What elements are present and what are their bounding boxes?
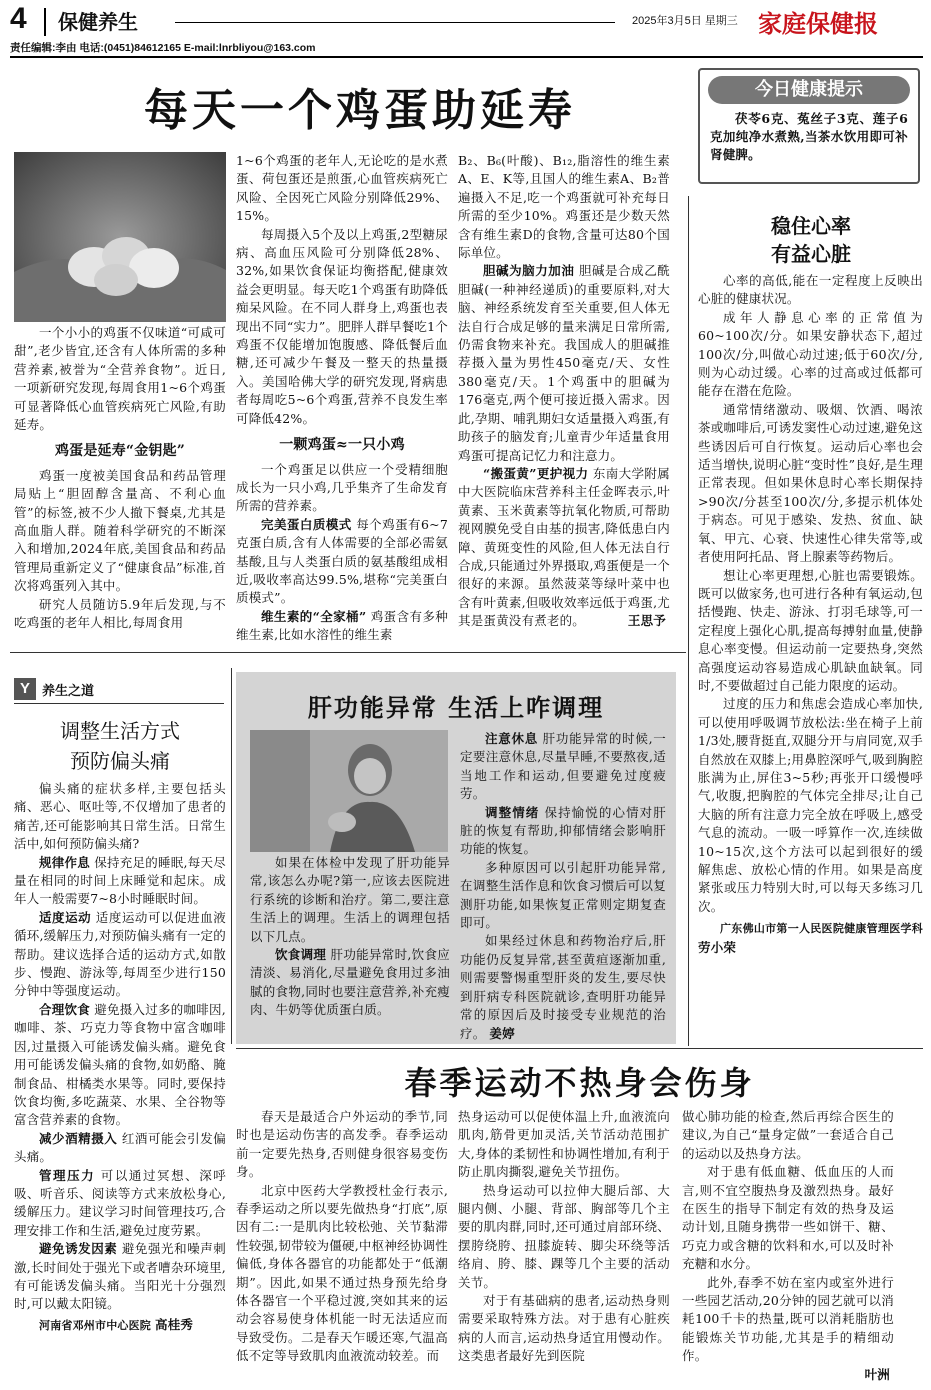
heart-byline <box>698 920 923 958</box>
heart-title-line2: 有益心脏 <box>771 242 851 266</box>
migraine-inline-head: 规律作息 <box>39 854 91 870</box>
migraine-paragraph <box>14 1240 226 1314</box>
migraine-inline-head: 合理饮食 <box>39 1001 91 1017</box>
liver-text: 如果经过休息和药物治疗后,肝功能仍反复异常,甚至黄疸逐渐加重,则需要警惕重型肝炎的发生,要尽快到肝病专科医院就诊,查明肝功能异常的原因后及时接受专业规范的治疗。 <box>460 933 666 1041</box>
migraine-inline-head: 适度运动 <box>39 909 92 925</box>
column-badge <box>14 678 94 700</box>
spring-paragraph: 热身运动可以拉伸大腿后部、大腿内侧、小腿、背部、胸部等几个主要的肌肉群,同时,还可通过肩部环绕、摆胯绕胯、扭膝旋转、脚尖环绕等活络肩、胯、膝、踝等几个主要的活动关节。 <box>458 1182 670 1290</box>
heart-paragraph: 过度的压力和焦虑会造成心率加快,可以使用呼吸调节放松法:坐在椅子上前1/3处,腰背挺直,双腿分开与肩同宽,双手自然放在双膝上;用鼻腔深呼气,吸到胸腔胀满为止,屏住3~5秒;再张开口缓慢呼气,收腹,把胸腔的气体完全排尽;让自己大脑的所有注意力完全放在呼吸上,感受气息的流动。一吸一呼算作一次,连续做10~15次,这个方法可以起到很好的缓解焦虑、放松心情的作用。如果是高度紧张或压力特别大时,可以每天多练习几次。 <box>698 696 923 914</box>
section-name: 保健养生 <box>58 12 138 34</box>
liver-paragraph <box>460 730 666 804</box>
liver-text: 肝功能异常的时候,一定要注意休息,尽量早睡,不要熬夜,适当地工作和运动,但要避免过度疲劳。 <box>460 731 666 802</box>
heart-title-line1: 稳住心率 <box>771 214 851 238</box>
heart-affiliation: 广东佛山市第一人民医院健康管理医学科 <box>720 922 923 936</box>
liver-title: 肝功能异常 生活上咋调理 <box>307 693 605 722</box>
tip-title: 今日健康提示 <box>708 76 910 104</box>
liver-photo <box>250 730 448 852</box>
heart-paragraph: 想让心率更理想,心脏也需要锻炼。既可以做家务,也可进行各种有氧运动,包括慢跑、快走、游泳、打羽毛球等,可一定程度上强化心肌,提高每搏射血量,使静息心率变慢。但运动前一定要热身,突然高强度运动容易造成心肌缺血缺氧。同时,不要做超过自己能力限度的运动。 <box>698 567 923 693</box>
spring-col2 <box>458 1108 670 1366</box>
date: 2025年3月5日 <box>632 15 702 27</box>
egg-paragraph <box>236 608 448 645</box>
spring-paragraph: 此外,春季不妨在室内或室外进行一些园艺活动,20分钟的园艺就可以消耗100千卡的热量,既可以消耗脂肪也能锻炼关节功能,尤其是手的精细动作。 <box>682 1274 894 1364</box>
badge-y-icon: Y <box>14 678 36 700</box>
egg-inline-head: 维生素的“全家桶” <box>261 608 367 624</box>
editor-line: 责任编辑:李由 电话:(0451)84612165 E-mail:lnrbliyou@163.com <box>10 42 316 54</box>
migraine-text: 红酒可能会引发偏头痛。 <box>14 1130 226 1165</box>
egg-inline-head: 完美蛋白质模式 <box>261 516 352 532</box>
egg-paragraph-text: 胆碱是合成乙酰胆碱(一种神经递质)的重要原料,对大脑、神经系统发育至关重要,但人体无法自行合成足够的量来满足日常所需,仍需食物来补充。我国成人的胆碱推荐摄入量为男性450毫克/天、女性380毫克/天。1个鸡蛋中的胆碱为176毫克,两个便可接近摄入需求。因此,孕期、哺乳期妇女适量摄入鸡蛋,有助孩子的脑发育;儿童青少年适量食用鸡蛋可提高记忆力和注意力。 <box>458 263 670 463</box>
heart-body <box>698 272 923 958</box>
migraine-paragraph <box>14 854 226 909</box>
liver-col-right <box>460 730 666 1043</box>
migraine-inline-head: 避免诱发因素 <box>39 1241 118 1257</box>
egg-paragraph: 一个鸡蛋足以供应一个受精细胞成长为一只小鸡,几乎集齐了生命发育所需的营养素。 <box>236 461 448 514</box>
migraine-inline-head: 管理压力 <box>39 1167 96 1183</box>
egg-col3 <box>458 152 670 631</box>
egg-col2 <box>236 152 448 645</box>
liver-text: 肝功能异常时,饮食应清淡、易消化,尽量避免食用过多油腻的食物,同时也要注意营养,补充瘦肉、牛奶等优质蛋白质。 <box>250 947 450 1018</box>
spring-top-rule <box>236 1048 923 1049</box>
heart-title <box>700 212 922 268</box>
egg-paragraph: B₂、B₆(叶酸)、B₁₂,脂溶性的维生素A、E、K等,且国人的维生素A、B₂普遍摄入不足,吃一个鸡蛋就可补充每日所需的至少10%。鸡蛋还是少数天然含有维生素D的食物,含量可达80个国际单位。 <box>458 153 670 261</box>
liver-inline-head: 调整情绪 <box>485 804 540 820</box>
egg-paragraph-text: 东南大学附属中大医院临床营养科主任金晖表示,叶黄素、玉米黄素等抗氧化物质,可帮助视网膜免受自由基的损害,降低患白内障、黄斑变性的风险,但人体无法自行合成,只能通过外界摄取,鸡蛋便是一个很好的来源。虽然菠菜等绿叶菜中也含有叶黄素,但吸收效率远低于鸡蛋,尤其是蛋黄没有煮老的。 <box>458 465 670 629</box>
migraine-text: 适度运动可以促进血液循环,缓解压力,对预防偏头痛有一定的帮助。建议选择合适的运动方式,如散步、慢跑、游泳等,每周至少进行150分钟中等强度运动。 <box>14 909 226 999</box>
egg-subhead-1: 鸡蛋是延寿“金钥匙” <box>54 443 186 460</box>
liver-paragraph <box>460 804 666 859</box>
migraine-text: 可以通过冥想、深呼吸、听音乐、阅读等方式来放松身心,缓解压力。建议学习时间管理技巧,合理安排工作和生活,避免过度劳累。 <box>14 1167 226 1238</box>
egg-intro: 一个小小的鸡蛋不仅味道“可咸可甜”,老少皆宜,还含有人体所需的多种营养素,被誉为“全营养食物”。近日,一项新研究发现,每周食用1~6个鸡蛋可显著降低心血管疾病死亡风险,有助延寿。 <box>14 325 226 433</box>
liver-paragraph: 多种原因可以引起肝功能异常,在调整生活作息和饮食习惯后可以复测肝功能,如果恢复正常则定期复查即可。 <box>460 859 666 931</box>
egg-col1 <box>14 324 226 633</box>
migraine-inline-head: 减少酒精摄入 <box>39 1130 118 1146</box>
header-divider <box>44 8 46 36</box>
liver-paragraph <box>460 932 666 1042</box>
spring-col1 <box>236 1108 448 1366</box>
egg-paragraph-text: 每个鸡蛋有6~7克蛋白质,含有人体需要的全部必需氨基酸,且与人类蛋白质的氨基酸组成相近,吸收率高达99.5%,堪称“完美蛋白质模式”。 <box>236 516 448 606</box>
egg-inline-head: 胆碱为脑力加油 <box>483 263 575 279</box>
spring-paragraph: 热身运动可以促使体温上升,血液流向肌肉,筋骨更加灵活,关节活动范围扩大,身体的柔韧性和协调性增加,有利于防止肌肉撕裂,避免关节扭伤。 <box>458 1109 670 1180</box>
egg-paragraph: 每周摄入5个及以上鸡蛋,2型糖尿病、高血压风险可分别降低28%、32%,如果饮食保证均衡搭配,健康效益会更明显。每天吃1个鸡蛋有助降低痴呆风险。在不同人群身上,鸡蛋也表现出不同“实力”。肥胖人群早餐吃1个鸡蛋不仅能增加饱腹感、降低餐后血糖,还可减少午餐及一整天的热量摄入。美国哈佛大学的研究发现,肾病患者每周吃5~6个鸡蛋,营养不良发生率可降低42%。 <box>236 226 448 426</box>
spring-col3 <box>682 1108 894 1384</box>
heart-author: 劳小荣 <box>698 939 737 955</box>
hands-holding-eggs-image <box>14 152 226 322</box>
egg-photo <box>14 152 226 322</box>
migraine-affiliation: 河南省邓州市中心医院 <box>39 1318 151 1332</box>
migraine-text: 避免强光和噪声刺激,长时间处于强光下或者嘈杂环境里,有可能诱发偏头痛。当阳光十分强烈时,可以戴太阳镜。 <box>14 1241 226 1312</box>
liver-col-left <box>250 854 450 1020</box>
weekday: 星期三 <box>704 15 738 27</box>
migraine-paragraph <box>14 1001 226 1130</box>
paper-name: 家庭保健报 <box>758 9 878 38</box>
migraine-paragraph <box>14 909 226 1001</box>
egg-paragraph: 研究人员随访5.9年后发现,与不吃鸡蛋的老年人相比,每周食用 <box>14 596 226 631</box>
spring-paragraph: 对于有基础病的患者,运动热身则需要采取特殊方法。对于患有心脏疾病的人而言,运动热身适宜用慢动作。这类患者最好先到医院 <box>458 1293 670 1364</box>
spring-paragraph: 做心肺功能的检查,然后再综合医生的建议,为自己“量身定做”一套适合自己的运动以及热身方法。 <box>682 1109 894 1161</box>
spring-paragraph: 春天是最适合户外运动的季节,同时也是运动伤害的高发季。春季运动前一定要先热身,否则健身很容易变伤身。 <box>236 1109 448 1180</box>
right-column-rule <box>688 196 689 1046</box>
heart-paragraph: 成年人静息心率的正常值为60~100次/分。如果安静状态下,超过100次/分,叫做心动过速;低于60次/分,则为心动过缓。心率的过高或过低都可能存在潜在危险。 <box>698 309 923 399</box>
badge-label: 养生之道 <box>42 683 95 699</box>
migraine-paragraph <box>14 1130 226 1167</box>
header-bottom-rule <box>10 56 923 58</box>
liver-paragraph: 如果在体检中发现了肝功能异常,该怎么办呢?第一,应该去医院进行系统的诊断和治疗。第二,要注意生活上的调理。生活上的调理包括以下几点。 <box>250 855 450 944</box>
elderly-woman-image <box>250 730 448 852</box>
heart-paragraph: 通常情绪激动、吸烟、饮酒、喝浓茶或咖啡后,可诱发窦性心动过速,避免这些诱因后可自行恢复。运动后心率也会适当增快,说明心脏“变时性”良好,是生理正常表现。但如果休息时心率长期保持>90次/分甚至100次/分,多提示机体处于病态。可见于感染、发热、贫血、缺氧、甲亢、心衰、快速性心律失常等,或者使用阿托品、肾上腺素等药物后。 <box>698 401 923 565</box>
migraine-body <box>14 780 226 1335</box>
liver-paragraph <box>250 946 450 1020</box>
migraine-text: 避免摄入过多的咖啡因,咖啡、茶、巧克力等食物中富含咖啡因,过量摄入可能诱发偏头痛。避免食用可能诱发偏头痛的食物,如奶酪、腌制食品、柑橘类水果等。同时,要保持饮食均衡,多吃蔬菜、水果、全谷物等富含营养素的食物。 <box>14 1001 226 1128</box>
egg-paragraph <box>458 465 670 631</box>
migraine-text: 保持充足的睡眠,每天尽量在相同的时间上床睡觉和起床。成年人一般需要7~8小时睡眠时间。 <box>14 854 226 907</box>
page-number: 4 <box>10 2 27 35</box>
migraine-paragraph: 偏头痛的症状多样,主要包括头痛、恶心、呕吐等,不仅增加了患者的痛苦,还可能影响其日常生活。日常生活中,如何预防偏头痛? <box>14 781 226 852</box>
egg-author: 王思予 <box>627 613 666 629</box>
egg-bottom-rule <box>10 652 686 653</box>
liver-inline-head: 饮食调理 <box>275 947 327 963</box>
egg-title: 每天一个鸡蛋助延寿 <box>144 85 576 136</box>
egg-paragraph <box>236 516 448 608</box>
badge-rule <box>14 703 224 704</box>
migraine-title-line2: 预防偏头痛 <box>70 749 170 773</box>
liver-inline-head: 注意休息 <box>485 731 538 746</box>
spring-title: 春季运动不热身会伤身 <box>404 1064 755 1102</box>
issue-date <box>632 12 738 28</box>
tip-box <box>698 68 920 184</box>
egg-paragraph: 鸡蛋一度被美国食品和药品管理局贴上“胆固醇含量高、不利心血管”的标签,被不少人撤下餐桌,尤其是高血脂人群。随着科学研究的不断深入和增加,2024年底,美国食品和药品管理局重新定义了“健康食品”标准,首次将鸡蛋列入其中。 <box>14 467 226 594</box>
egg-paragraph: 1~6个鸡蛋的老年人,无论吃的是水煮蛋、荷包蛋还是煎蛋,心血管疾病死亡风险、全因死亡风险分别降低29%、15%。 <box>236 153 448 224</box>
liver-text: 保持愉悦的心情对肝脏的恢复有帮助,抑郁情绪会影响肝功能的恢复。 <box>460 804 666 857</box>
spring-author: 叶洲 <box>864 1366 890 1382</box>
spring-paragraph: 对于患有低血糖、低血压的人而言,则不宜空腹热身及激烈热身。最好在医生的指导下制定有效的热身及运动计划,且随身携带一些如饼干、糖、巧克力或含糖的饮料和水,可以及时补充糖和水分。 <box>682 1164 894 1272</box>
egg-paragraph-text: 鸡蛋含有多种维生素,比如水溶性的维生素 <box>236 608 448 643</box>
tip-body: 茯苓6克、菟丝子3克、莲子6克加纯净水煮熟,当茶水饮用即可补肾健脾。 <box>710 111 908 162</box>
egg-inline-head: “搬蛋黄”更护视力 <box>483 465 589 481</box>
migraine-title <box>14 716 226 776</box>
migraine-title-line1: 调整生活方式 <box>60 719 180 743</box>
migraine-author: 高桂秀 <box>155 1316 194 1332</box>
migraine-byline <box>14 1316 226 1335</box>
header-rule <box>175 22 615 23</box>
migraine-paragraph <box>14 1167 226 1241</box>
heart-paragraph: 心率的高低,能在一定程度上反映出心脏的健康状况。 <box>698 273 923 307</box>
left-column-rule <box>231 668 232 1044</box>
egg-paragraph <box>458 262 670 464</box>
spring-paragraph: 北京中医药大学教授杜金行表示,春季运动之所以要先做热身“打底”,原因有二:一是肌肉比较松弛、关节黏滞性较强,韧带较为僵硬,中枢神经协调性偏低,身体各器官的功能都处于“低潮期”。因此,如果不通过热身预先给身体各器官一个平稳过渡,突如其来的运动会容易使身体机能一时无法适应而导致受伤。二是春天乍暖还寒,气温高低不定等导致肌肉血液流动较差。而 <box>236 1182 448 1364</box>
egg-subhead-2: 一颗鸡蛋≈一只小鸡 <box>279 437 405 454</box>
liver-author: 姜婷 <box>489 1025 515 1041</box>
